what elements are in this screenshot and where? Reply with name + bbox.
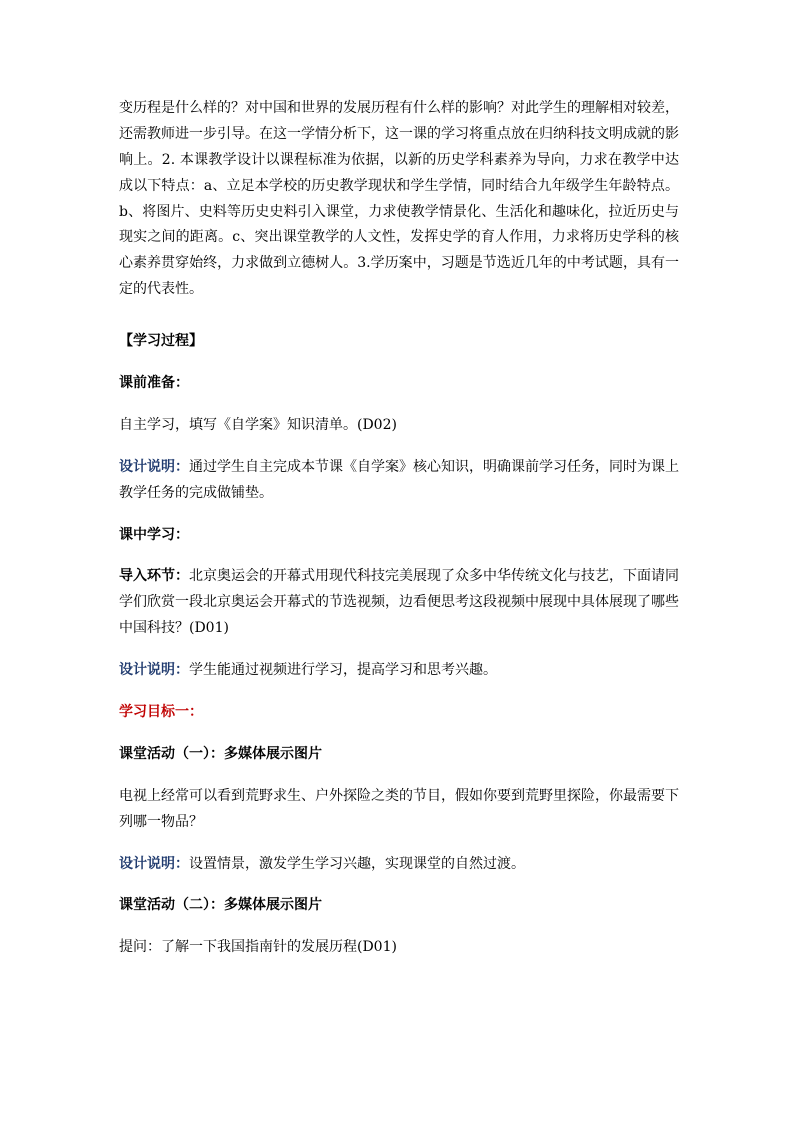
design-label: 设计说明： [119, 662, 189, 679]
design-note-3 [119, 852, 679, 878]
activity-1-text: 电视上经常可以看到荒野求生、户外探险之类的节目，假如你要到荒野里探险，你最需要下列哪一物品？ [119, 787, 679, 830]
design-note-text: 设置情景，激发学生学习兴趣，实现课堂的自然过渡。 [189, 855, 525, 872]
activity-2-heading: 课堂活动（二）：多媒体展示图片 [119, 897, 322, 914]
learning-process-heading: 【学习过程】 [119, 333, 203, 350]
activity-1-heading: 课堂活动（一）：多媒体展示图片 [119, 745, 322, 762]
preclass-text: 自主学习，填写《自学案》知识清单。(D02) [119, 416, 397, 433]
intro-section [119, 564, 679, 642]
preclass-heading: 课前准备： [119, 375, 189, 392]
goal-one-heading: 学习目标一： [119, 704, 203, 721]
intro-label: 导入环节： [119, 568, 189, 585]
design-label: 设计说明： [119, 458, 189, 475]
design-note-text: 学生能通过视频进行学习，提高学习和思考兴趣。 [189, 662, 497, 679]
document-page [119, 96, 679, 961]
design-label: 设计说明： [119, 855, 189, 872]
design-note-1 [119, 455, 679, 507]
design-note-2 [119, 658, 679, 684]
activity-2-text: 提问：了解一下我国指南针的发展历程(D01) [119, 939, 397, 956]
inclass-heading: 课中学习： [119, 526, 189, 543]
intro-text: 北京奥运会的开幕式用现代科技完美展现了众多中华传统文化与技艺，下面请同学们欣赏一段北京奥运会开幕式的节选视频，边看便思考这段视频中展现中具体展现了哪些中国科技？(D01) [119, 568, 679, 637]
design-note-text: 通过学生自主完成本节课《自学案》核心知识，明确课前学习任务，同时为课上教学任务的完成做铺垫。 [119, 458, 679, 501]
intro-paragraph: 变历程是什么样的？对中国和世界的发展历程有什么样的影响？对此学生的理解相对较差，还需教师进一步引导。在这一学情分析下，这一课的学习将重点放在归纳科技文明成就的影响上。2. 本课教学设计以课程标准为依据，以新的历史学科素养为导向，力求在教学中达成以下特点：a、立足本学校的历史教学现状和学生学情，同时结合九年级学生年龄特点。b、将图片、史料等历史史料引入课堂，力求使教学情景化、生活化和趣味化，拉近历史与现实之间的距离。c、突出课堂教学的人文性，发挥史学的育人作用，力求将历史学科的核心素养贯穿始终，力求做到立德树人。3.学历案中，习题是节选近几年的中考试题，具有一定的代表性。 [119, 100, 679, 298]
